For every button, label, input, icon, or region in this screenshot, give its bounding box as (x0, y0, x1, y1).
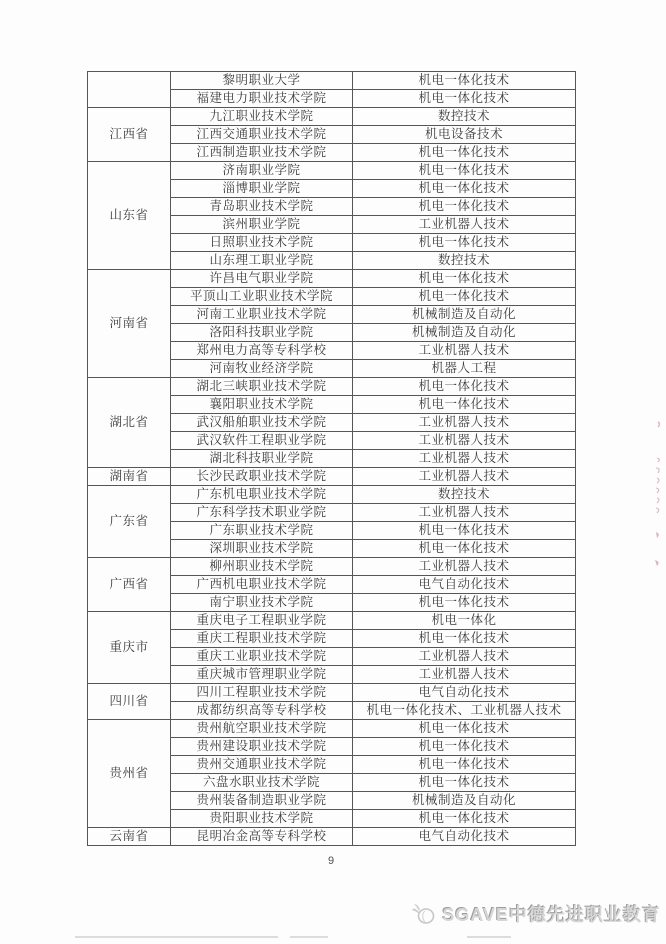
table-row (88, 684, 576, 702)
scan-edge-line (290, 936, 328, 938)
province-cell: 山东省 (88, 162, 171, 270)
major-cell: 数控技术 (353, 108, 576, 126)
province-cell: 重庆市 (88, 612, 171, 684)
table-row (88, 486, 576, 504)
school-cell: 武汉软件工程职业学院 (171, 432, 353, 450)
school-cell: 四川工程职业技术学院 (171, 684, 353, 702)
major-cell: 机电一体化技术 (353, 522, 576, 540)
school-cell: 滨州职业学院 (171, 216, 353, 234)
school-cell: 贵州航空职业技术学院 (171, 720, 353, 738)
major-cell: 机电一体化技术 (353, 720, 576, 738)
major-cell: 机电一体化技术 (353, 810, 576, 828)
major-cell: 机电一体化技术、工业机器人技术 (353, 702, 576, 720)
province-cell: 广东省 (88, 486, 171, 558)
major-cell: 机电一体化技术 (353, 756, 576, 774)
school-cell: 贵州装备制造职业学院 (171, 792, 353, 810)
major-cell: 机械制造及自动化 (353, 306, 576, 324)
school-cell: 湖北三峡职业技术学院 (171, 378, 353, 396)
school-cell: 青岛职业技术学院 (171, 198, 353, 216)
major-cell: 机电一体化技术 (353, 72, 576, 90)
school-cell: 长沙民政职业技术学院 (171, 468, 353, 486)
school-cell: 南宁职业技术学院 (171, 594, 353, 612)
major-cell: 机电一体化技术 (353, 234, 576, 252)
school-cell: 黎明职业大学 (171, 72, 353, 90)
school-cell: 重庆工程职业技术学院 (171, 630, 353, 648)
table-row (88, 720, 576, 738)
major-cell: 工业机器人技术 (353, 558, 576, 576)
province-cell: 贵州省 (88, 720, 171, 828)
major-cell: 机器人工程 (353, 360, 576, 378)
major-cell: 机电一体化技术 (353, 540, 576, 558)
school-cell: 贵阳职业技术学院 (171, 810, 353, 828)
major-cell: 数控技术 (353, 252, 576, 270)
dove-globe-icon (411, 902, 437, 926)
school-cell: 成都纺织高等专科学校 (171, 702, 353, 720)
major-cell: 工业机器人技术 (353, 432, 576, 450)
major-cell: 机电一体化技术 (353, 270, 576, 288)
school-cell: 济南职业学院 (171, 162, 353, 180)
province-cell (88, 72, 171, 108)
school-cell: 深圳职业技术学院 (171, 540, 353, 558)
major-cell: 机电一体化技术 (353, 630, 576, 648)
major-cell: 数控技术 (353, 486, 576, 504)
school-cell: 广东科学技术职业学院 (171, 504, 353, 522)
province-cell: 云南省 (88, 828, 171, 846)
province-cell: 湖北省 (88, 378, 171, 468)
school-cell: 广东机电职业技术学院 (171, 486, 353, 504)
major-cell: 机电一体化技术 (353, 90, 576, 108)
school-cell: 江西制造职业技术学院 (171, 144, 353, 162)
major-cell: 机电一体化技术 (353, 162, 576, 180)
major-cell: 工业机器人技术 (353, 468, 576, 486)
province-cell: 四川省 (88, 684, 171, 720)
school-cell: 湖北科技职业学院 (171, 450, 353, 468)
major-cell: 机电一体化技术 (353, 378, 576, 396)
school-cell: 江西交通职业技术学院 (171, 126, 353, 144)
major-cell: 电气自动化技术 (353, 828, 576, 846)
major-cell: 机电一体化技术 (353, 396, 576, 414)
table-row (88, 828, 576, 846)
province-cell: 广西省 (88, 558, 171, 612)
school-cell: 武汉船舶职业技术学院 (171, 414, 353, 432)
school-cell: 河南工业职业技术学院 (171, 306, 353, 324)
table-row (88, 558, 576, 576)
major-cell: 电气自动化技术 (353, 684, 576, 702)
school-cell: 广东职业技术学院 (171, 522, 353, 540)
province-cell: 湖南省 (88, 468, 171, 486)
college-major-table (87, 71, 576, 846)
province-cell: 河南省 (88, 270, 171, 378)
major-cell: 电气自动化技术 (353, 576, 576, 594)
school-cell: 昆明冶金高等专科学校 (171, 828, 353, 846)
major-cell: 机电一体化技术 (353, 774, 576, 792)
major-cell: 工业机器人技术 (353, 450, 576, 468)
table-row (88, 612, 576, 630)
major-cell: 机电设备技术 (353, 126, 576, 144)
scan-edge-line (467, 936, 511, 938)
school-cell: 重庆电子工程职业学院 (171, 612, 353, 630)
major-cell: 机电一体化技术 (353, 594, 576, 612)
major-cell: 工业机器人技术 (353, 414, 576, 432)
school-cell: 贵州建设职业技术学院 (171, 738, 353, 756)
school-cell: 日照职业技术学院 (171, 234, 353, 252)
major-cell: 工业机器人技术 (353, 216, 576, 234)
school-cell: 郑州电力高等专科学校 (171, 342, 353, 360)
school-cell: 洛阳科技职业学院 (171, 324, 353, 342)
major-cell: 工业机器人技术 (353, 648, 576, 666)
major-cell: 机电一体化技术 (353, 738, 576, 756)
major-cell: 工业机器人技术 (353, 666, 576, 684)
table-row (88, 108, 576, 126)
table-row (88, 72, 576, 90)
school-cell: 平顶山工业职业技术学院 (171, 288, 353, 306)
school-cell: 重庆城市管理职业学院 (171, 666, 353, 684)
school-cell: 柳州职业技术学院 (171, 558, 353, 576)
major-cell: 机械制造及自动化 (353, 792, 576, 810)
table-row (88, 468, 576, 486)
school-cell: 河南牧业经济学院 (171, 360, 353, 378)
school-cell: 六盘水职业技术学院 (171, 774, 353, 792)
school-cell: 淄博职业学院 (171, 180, 353, 198)
school-cell: 许昌电气职业学院 (171, 270, 353, 288)
table-row (88, 270, 576, 288)
brand-footer (411, 901, 661, 927)
scan-edge-line (75, 936, 278, 938)
school-cell: 贵州交通职业技术学院 (171, 756, 353, 774)
major-cell: 机电一体化 (353, 612, 576, 630)
major-cell: 工业机器人技术 (353, 342, 576, 360)
school-cell: 襄阳职业技术学院 (171, 396, 353, 414)
province-cell: 江西省 (88, 108, 171, 162)
school-cell: 九江职业技术学院 (171, 108, 353, 126)
school-cell: 福建电力职业技术学院 (171, 90, 353, 108)
major-cell: 机械制造及自动化 (353, 324, 576, 342)
major-cell: 机电一体化技术 (353, 180, 576, 198)
scan-artifact-marks (651, 420, 665, 570)
major-cell: 机电一体化技术 (353, 288, 576, 306)
school-cell: 广西机电职业技术学院 (171, 576, 353, 594)
page-number: 9 (327, 855, 335, 867)
school-cell: 重庆工业职业技术学院 (171, 648, 353, 666)
major-cell: 机电一体化技术 (353, 144, 576, 162)
major-cell: 机电一体化技术 (353, 198, 576, 216)
table-row (88, 162, 576, 180)
school-cell: 山东理工职业学院 (171, 252, 353, 270)
brand-text: SGAVE中德先进职业教育 (442, 905, 661, 925)
major-cell: 工业机器人技术 (353, 504, 576, 522)
table-row (88, 378, 576, 396)
